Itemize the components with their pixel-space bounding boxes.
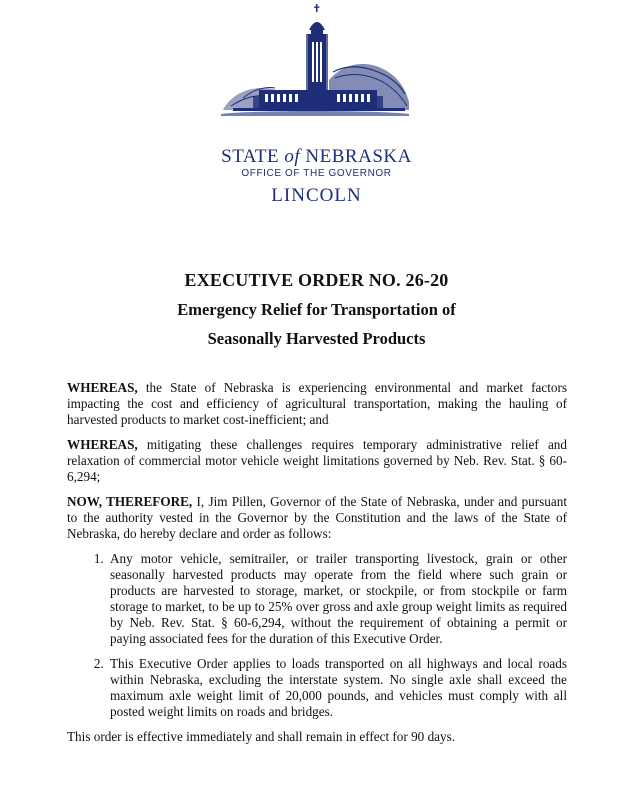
order-item: 2. This Executive Order applies to loads transported on all highways and local roads within Nebraska, excluding the interstate system. No single axle shall exceed the maximum axle weight limit of 20,000 pounds, and vehicles must comply with all posted weight limits on roads and bridges. (107, 656, 567, 720)
letterhead-state (0, 146, 633, 168)
paragraph-lead: WHEREAS, (67, 380, 138, 395)
closing-statement: This order is effective immediately and shall remain in effect for 90 days. (67, 729, 456, 744)
therefore-paragraph (67, 494, 567, 542)
order-subtitle-line1: Emergency Relief for Transportation of (177, 300, 456, 319)
paragraph-text: the State of Nebraska is experiencing environmental and market factors impacting the cost and efficiency of agricultural transportation, making the hauling of harvested products to market cost-inefficient; and (67, 380, 567, 427)
letterhead-office: OFFICE OF THE GOVERNOR (241, 168, 392, 179)
order-item: 1. Any motor vehicle, semitrailer, or trailer transporting livestock, grain or other seasonally harvested products may operate from the field where such grain or products are harvested to storage, market, or stockpile, or from stockpile or farm storage to market, to be up to 25% over gross and axle group weight limits as required by Neb. Rev. Stat. § 60-6,294, without the requirement of obtaining a permit or paying associated fees for the duration of this Executive Order. (107, 551, 567, 647)
order-items-list (67, 551, 567, 720)
paragraph-lead: NOW, THEREFORE, (67, 494, 193, 509)
order-subtitle-line2: Seasonally Harvested Products (207, 329, 426, 348)
whereas-paragraph-2 (67, 437, 567, 485)
state-name: NEBRASKA (305, 146, 412, 167)
letterhead-city: LINCOLN (271, 185, 362, 206)
capitol-building-emblem (213, 2, 413, 130)
order-title: EXECUTIVE ORDER NO. 26-20 (184, 270, 449, 290)
state-of: of (284, 146, 301, 167)
state-prefix: STATE (221, 146, 280, 167)
paragraph-text: mitigating these challenges requires temporary administrative relief and relaxation of commercial motor vehicle weight limitations governed by Neb. Rev. Stat. § 60-6,294; (67, 437, 567, 484)
order-body (67, 380, 567, 745)
paragraph-lead: WHEREAS, (67, 437, 138, 452)
whereas-paragraph-1 (67, 380, 567, 428)
paragraph-text: I, Jim Pillen, Governor of the State of Nebraska, under and pursuant to the authority vested in the Governor by the Constitution and the laws of the State of Nebraska, do hereby declare and order as follows: (67, 494, 567, 541)
